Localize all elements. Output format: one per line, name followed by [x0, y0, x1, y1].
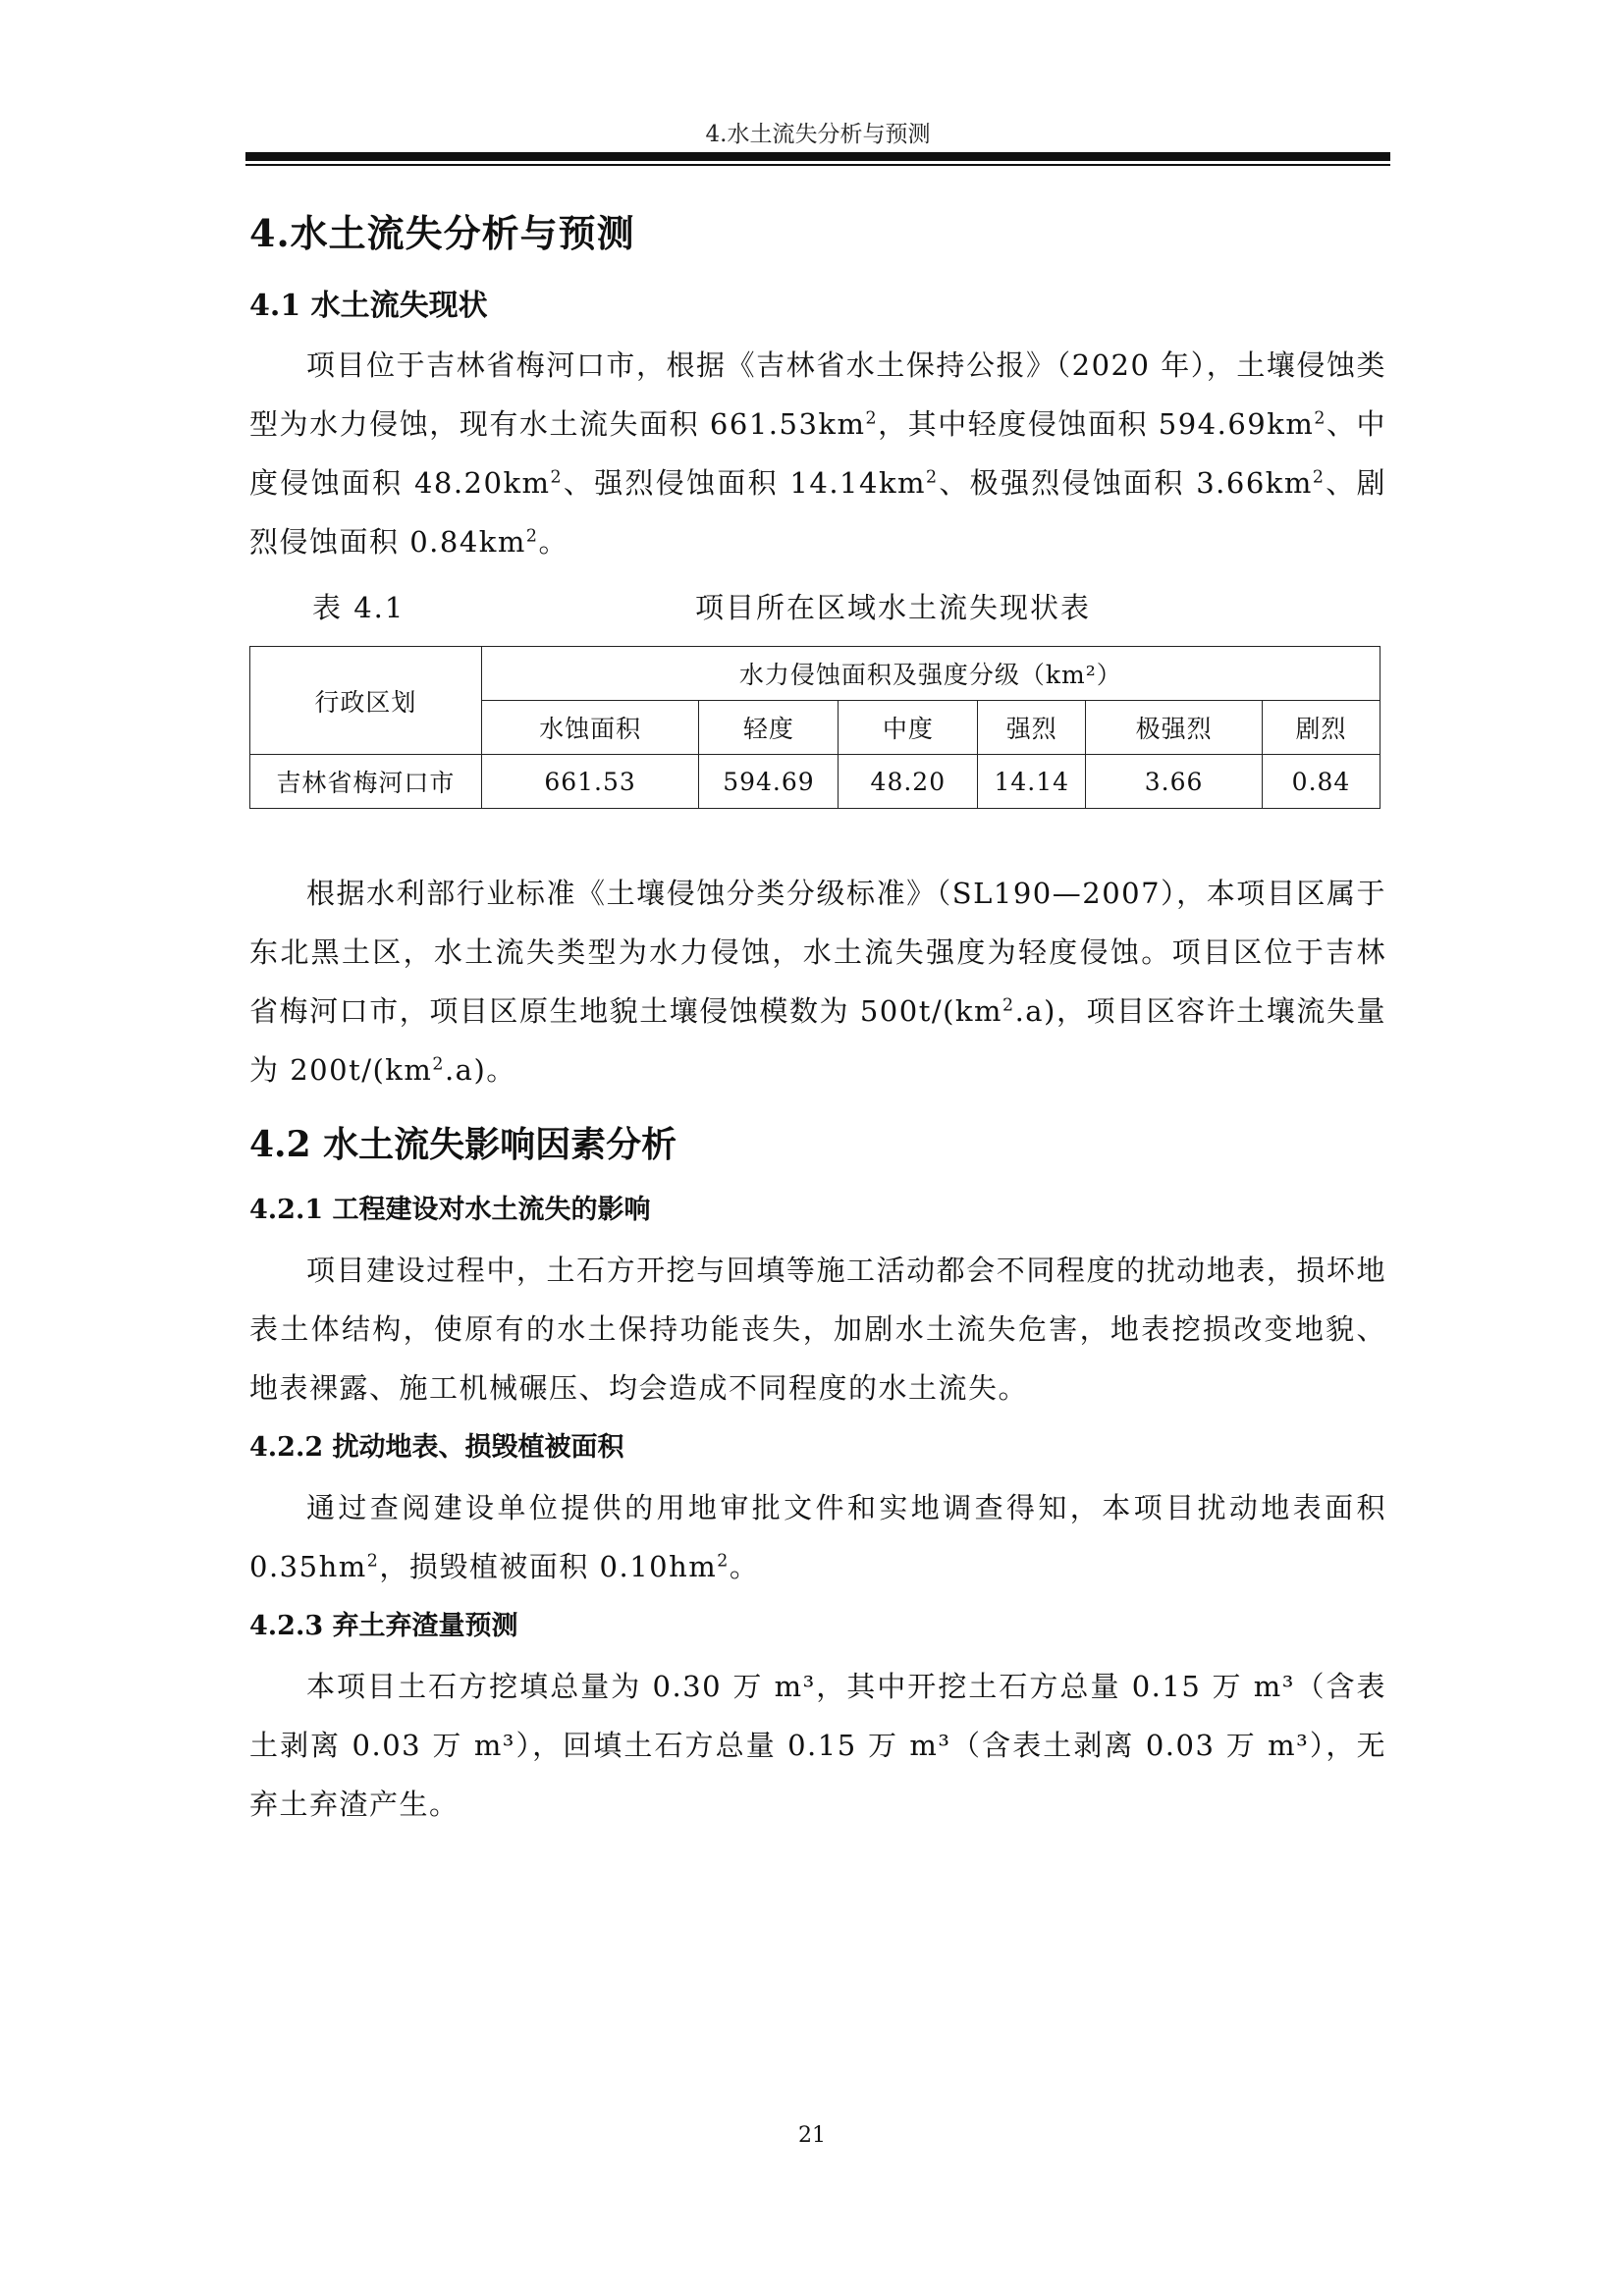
col-header: 中度: [839, 701, 978, 755]
page-number: 21: [798, 2123, 826, 2148]
section-4-2-3-paragraph: 本项目土石方挖填总量为 0.30 万 m³，其中开挖土石方总量 0.15 万 m³（含表土剥离 0.03 万 m³），回填土石方总量 0.15 万 m³（含表土剥离 0.03 万 m³），无弃土弃渣产生。: [249, 1670, 1386, 1821]
erosion-status-table: [249, 646, 1380, 809]
section-4-2-1-title: 4.2.1 工程建设对水土流失的影响: [249, 1195, 651, 1225]
section-4-2-2-title: 4.2.2 扰动地表、损毁植被面积: [249, 1432, 624, 1463]
section-4-2-title: 4.2 水土流失影响因素分析: [249, 1124, 677, 1165]
table-number: 表 4.1: [312, 591, 406, 624]
col-header: 剧烈: [1263, 701, 1380, 755]
header-region: 行政区划: [250, 647, 482, 755]
header-rule-thick: [245, 152, 1390, 161]
table-header-row: [250, 647, 1380, 701]
cell-value: 594.69: [699, 755, 839, 809]
section-4-1-paragraph-1: 项目位于吉林省梅河口市，根据《吉林省水土保持公报》（2020 年），土壤侵蚀类型为水力侵蚀，现有水土流失面积 $661.53km^2$，其中轻度侵蚀面积 $594.69km^2$、中度侵蚀面积 $48.20km^2$、强烈侵蚀面积 $14.14km^2$、极强烈侵蚀面积 $3.66km^2$、剧烈侵蚀面积 $0.84km^2$。: [249, 348, 1386, 559]
col-header: 水蚀面积: [481, 701, 699, 755]
cell-value: 0.84: [1263, 755, 1380, 809]
page-body: [249, 188, 1386, 1834]
running-header: 4.水土流失分析与预测: [705, 122, 931, 147]
cell-value: 14.14: [978, 755, 1086, 809]
cell-region: 吉林省梅河口市: [250, 755, 482, 809]
section-4-1-title: 4.1 水土流失现状: [249, 289, 488, 323]
section-4-2-2-paragraph: 通过查阅建设单位提供的用地审批文件和实地调查得知，本项目扰动地表面积 $0.35hm^2$，损毁植被面积 $0.10hm^2$。: [249, 1491, 1386, 1583]
section-4-2-3-title: 4.2.3 弃土弃渣量预测: [249, 1611, 518, 1641]
col-header: 轻度: [699, 701, 839, 755]
section-4-2-1-paragraph: 项目建设过程中，土石方开挖与回填等施工活动都会不同程度的扰动地表，损坏地表土体结构，使原有的水土保持功能丧失，加剧水土流失危害，地表挖损改变地貌、地表裸露、施工机械碾压、均会造成不同程度的水土流失。: [249, 1254, 1386, 1405]
table-title: 项目所在区域水土流失现状表: [695, 591, 1092, 624]
header-group: 水力侵蚀面积及强度分级（km²）: [481, 647, 1380, 701]
header-rule-thin: [245, 164, 1390, 166]
cell-value: 661.53: [481, 755, 699, 809]
cell-value: 48.20: [839, 755, 978, 809]
table-caption: [249, 577, 1386, 638]
col-header: 极强烈: [1086, 701, 1263, 755]
cell-value: 3.66: [1086, 755, 1263, 809]
table-row: [250, 755, 1380, 809]
section-4-1-paragraph-2: 根据水利部行业标准《土壤侵蚀分类分级标准》（SL190—2007），本项目区属于东北黑土区，水土流失类型为水力侵蚀，水土流失强度为轻度侵蚀。项目区位于吉林省梅河口市，项目区原生地貌土壤侵蚀模数为 $500t/(km^2.a)$，项目区容许土壤流失量为 $200t/(km^2.a)$。: [249, 877, 1386, 1087]
spacer: [249, 809, 1386, 864]
chapter-title: 4.水土流失分析与预测: [249, 211, 635, 255]
col-header: 强烈: [978, 701, 1086, 755]
